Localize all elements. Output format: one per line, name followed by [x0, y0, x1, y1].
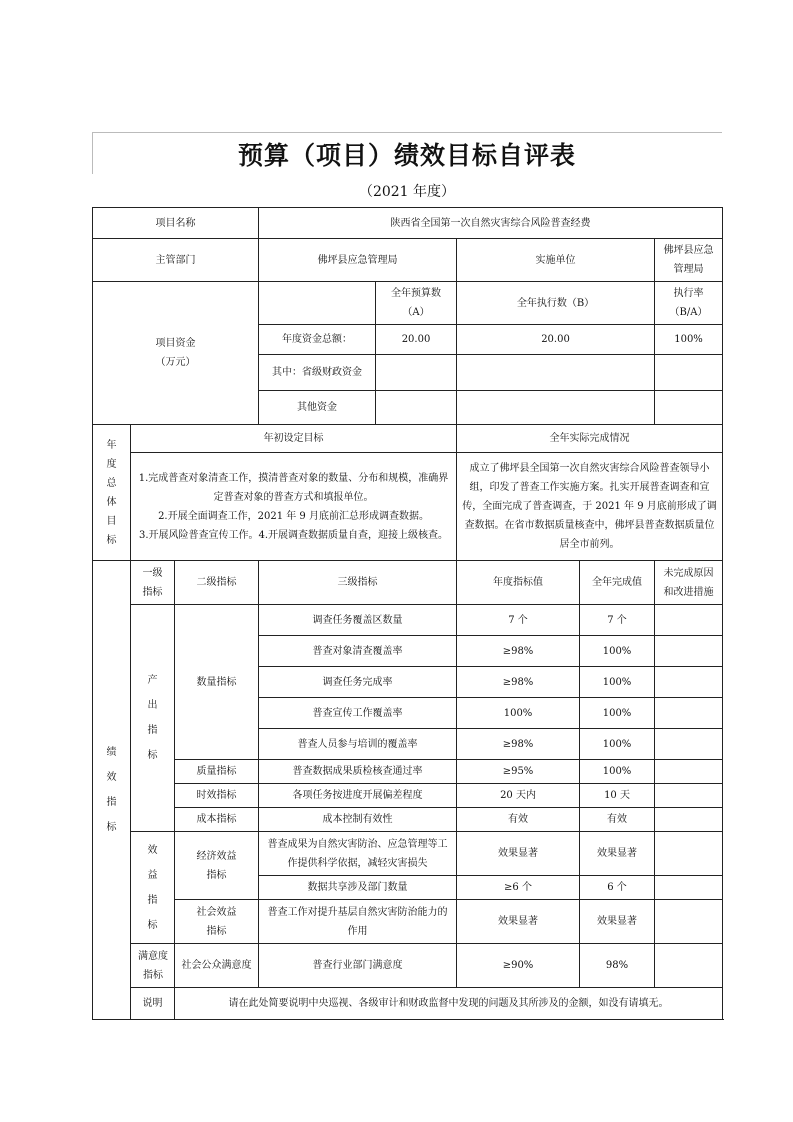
indicator-row: [93, 784, 723, 808]
indicator-name: 数据共享涉及部门数量: [259, 876, 457, 900]
indicator-reason: [655, 667, 723, 698]
indicator-actual: 100%: [580, 760, 655, 784]
performance-label-text: 绩效指标: [106, 747, 117, 833]
indicator-actual: 效果显著: [580, 900, 655, 944]
indicator-target: ≥6 个: [457, 876, 580, 900]
cost-label: 成本指标: [175, 808, 259, 832]
indicator-target: ≥95%: [457, 760, 580, 784]
goals-actual-header: 全年实际完成情况: [457, 425, 723, 453]
indicator-actual: 效果显著: [580, 832, 655, 876]
indicator-reason: [655, 832, 723, 876]
indicator-row: [93, 760, 723, 784]
notes-label: 说明: [131, 988, 175, 1020]
indicator-name: 普查数据成果质检核查通过率: [259, 760, 457, 784]
indicator-name: 调查任务覆盖区数量: [259, 605, 457, 636]
indicator-row: [93, 832, 723, 876]
indicator-reason: [655, 729, 723, 760]
satisfaction-level1-text: 满意度指标: [138, 950, 168, 981]
quality-label: 质量指标: [175, 760, 259, 784]
funds-label-line2: （万元）: [155, 357, 196, 368]
funds-col-rate: 执行率（B/A）: [655, 282, 723, 325]
social-label-text: 社会效益指标: [196, 906, 237, 937]
goals-label: [93, 425, 131, 561]
funds-row-label: 其中：省级财政资金: [259, 355, 376, 391]
funds-row-rate: [655, 391, 723, 425]
project-name-row: [93, 208, 723, 239]
economic-label: [175, 832, 259, 900]
header-level1-text: 一级指标: [142, 567, 163, 598]
header-rule-top: [92, 132, 722, 133]
funds-col-a: 全年预算数（A）: [376, 282, 457, 325]
quantity-label: 数量指标: [175, 605, 259, 760]
notes-text: 请在此处简要说明中央巡视、各级审计和财政监督中发现的问题及其所涉及的金额，如没有请填无。: [175, 988, 723, 1020]
indicator-actual: 100%: [580, 698, 655, 729]
header-target: 年度指标值: [457, 561, 580, 605]
indicator-target: 20 天内: [457, 784, 580, 808]
time-label: 时效指标: [175, 784, 259, 808]
performance-label: [93, 561, 131, 1020]
goals-label-text: 年度总体目标: [106, 439, 117, 546]
satisfaction-level2: [175, 944, 259, 988]
indicator-reason: [655, 876, 723, 900]
indicator-reason: [655, 900, 723, 944]
indicator-reason: [655, 808, 723, 832]
funds-row-b: 20.00: [457, 325, 655, 355]
goals-header-row: [93, 425, 723, 453]
indicator-target: ≥90%: [457, 944, 580, 988]
indicator-name: 调查任务完成率: [259, 667, 457, 698]
indicator-actual: 7 个: [580, 605, 655, 636]
funds-row-label: 年度资金总额：: [259, 325, 376, 355]
funds-row-a: 20.00: [376, 325, 457, 355]
funds-label: [93, 282, 259, 425]
indicator-row: [93, 944, 723, 988]
header-actual: 全年完成值: [580, 561, 655, 605]
indicator-reason: [655, 698, 723, 729]
self-evaluation-table: [92, 207, 723, 1020]
header-level3: 三级指标: [259, 561, 457, 605]
department-row: [93, 239, 723, 282]
funds-row-rate: [655, 355, 723, 391]
dept-value: 佛坪县应急管理局: [259, 239, 457, 282]
satisfaction-level1: [131, 944, 175, 988]
indicator-actual: 10 天: [580, 784, 655, 808]
indicator-target: 7 个: [457, 605, 580, 636]
indicator-name: 各项任务按进度开展偏差程度: [259, 784, 457, 808]
notes-row: [93, 988, 723, 1020]
dept-label: 主管部门: [93, 239, 259, 282]
funds-header-row: [93, 282, 723, 325]
indicator-target: 效果显著: [457, 832, 580, 876]
goals-planned-item: 1.完成普查对象清查工作，摸清普查对象的数量、分布和规模，准确界定普查对象的普查方式和填报单位。: [138, 472, 449, 503]
benefit-level1: [131, 832, 175, 944]
output-level1: [131, 605, 175, 832]
social-label: [175, 900, 259, 944]
page-year: （2021 年度）: [358, 184, 456, 200]
indicator-target: 效果显著: [457, 900, 580, 944]
indicator-row: [93, 605, 723, 636]
indicator-reason: [655, 760, 723, 784]
indicator-name: 普查人员参与培训的覆盖率: [259, 729, 457, 760]
indicator-target: 有效: [457, 808, 580, 832]
indicator-name: 普查行业部门满意度: [259, 944, 457, 988]
funds-row-b: [457, 355, 655, 391]
goals-planned-item: 2.开展全面调查工作，2021 年 9 月底前汇总形成调查数据。: [158, 510, 429, 522]
indicator-target: 100%: [457, 698, 580, 729]
funds-header-blank: [259, 282, 376, 325]
funds-row-a: [376, 355, 457, 391]
performance-header-row: [93, 561, 723, 605]
indicator-name: 普查宣传工作覆盖率: [259, 698, 457, 729]
indicator-reason: [655, 605, 723, 636]
indicator-name: 普查对象清查覆盖率: [259, 636, 457, 667]
indicator-target: ≥98%: [457, 667, 580, 698]
indicator-actual: 有效: [580, 808, 655, 832]
indicator-name: 普查工作对提升基层自然灾害防治能力的作用: [259, 900, 457, 944]
unit-label: 实施单位: [457, 239, 655, 282]
goals-content-row: [93, 453, 723, 561]
indicator-name: 普查成果为自然灾害防治、应急管理等工作提供科学依据，减轻灾害损失: [259, 832, 457, 876]
satisfaction-level2-text: 社会公众满意度: [181, 960, 252, 971]
indicator-actual: 100%: [580, 667, 655, 698]
indicator-reason: [655, 636, 723, 667]
indicator-target: ≥98%: [457, 729, 580, 760]
indicator-row: [93, 808, 723, 832]
indicator-reason: [655, 944, 723, 988]
unit-value: 佛坪县应急管理局: [655, 239, 723, 282]
goals-actual-text: 成立了佛坪县全国第一次自然灾害综合风险普查领导小组，印发了普查工作实施方案。扎实开展普查调查和宣传，全面完成了普查调查，于 2021 年 9 月底前形成了调查数据。在省市数据质量核查中，佛坪县普查数据质量位居全市前列。: [457, 453, 723, 561]
funds-label-line1: 项目资金: [155, 338, 196, 349]
project-name-label: 项目名称: [93, 208, 259, 239]
benefit-level1-text: 效益指标: [147, 844, 158, 931]
indicator-actual: 6 个: [580, 876, 655, 900]
output-level1-text: 产出指标: [147, 675, 158, 761]
indicator-actual: 98%: [580, 944, 655, 988]
funds-row-a: [376, 391, 457, 425]
economic-label-text: 经济效益指标: [196, 850, 237, 881]
header-level1: [131, 561, 175, 605]
project-name-value: 陕西省全国第一次自然灾害综合风险普查经费: [259, 208, 723, 239]
header-reason: 未完成原因和改进措施: [655, 561, 723, 605]
indicator-actual: 100%: [580, 729, 655, 760]
funds-row-rate: 100%: [655, 325, 723, 355]
header-level2: 二级指标: [175, 561, 259, 605]
page-title: 预算（项目）绩效目标自评表: [237, 141, 576, 170]
indicator-actual: 100%: [580, 636, 655, 667]
goals-planned-header: 年初设定目标: [131, 425, 457, 453]
goals-planned-item: 3.开展风险普查宣传工作。4.开展调查数据质量自查，迎接上级核查。: [138, 529, 449, 541]
indicator-target: ≥98%: [457, 636, 580, 667]
indicator-row: [93, 900, 723, 944]
funds-row-b: [457, 391, 655, 425]
funds-row-label: 其他资金: [259, 391, 376, 425]
indicator-name: 成本控制有效性: [259, 808, 457, 832]
funds-col-b: 全年执行数（B）: [457, 282, 655, 325]
indicator-reason: [655, 784, 723, 808]
goals-planned-text: [131, 453, 457, 561]
